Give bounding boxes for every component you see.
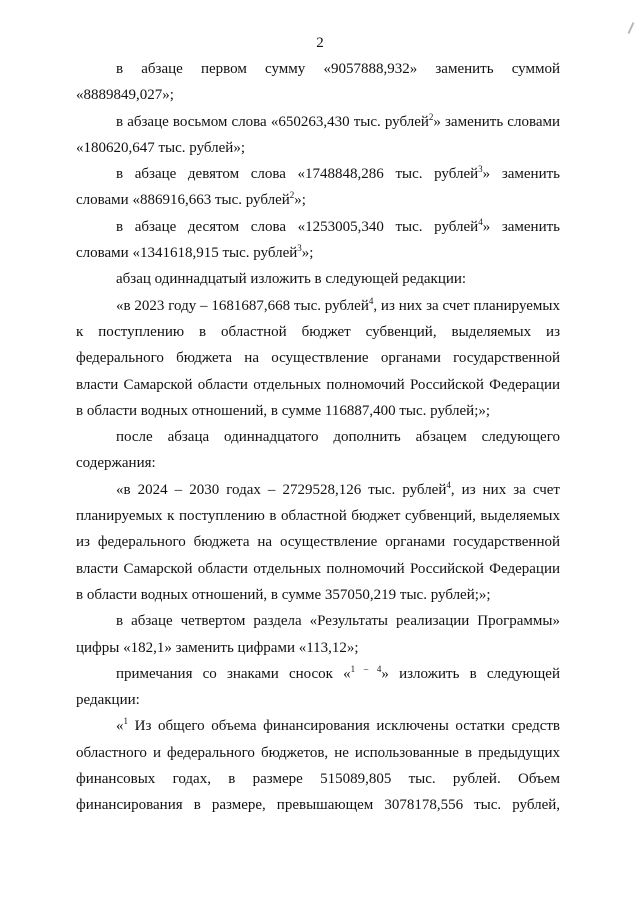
paragraph-2 xyxy=(76,109,560,162)
footnote-range: 1 – 4 xyxy=(350,663,382,674)
paragraph-4-text-b: » заменить словами «1341618,915 тыс. рублей xyxy=(76,218,560,262)
paragraph-9: в абзаце четвертом раздела «Результаты реализации Программы» цифры «182,1» заменить цифрами «113,12»; xyxy=(76,613,560,656)
paragraph-10-text-a: примечания со знаками сносок « xyxy=(116,665,351,682)
footnote-ref: 3 xyxy=(297,243,302,254)
paragraph-10 xyxy=(76,661,560,714)
footnote-ref: 3 xyxy=(478,164,483,175)
paragraph-11 xyxy=(76,713,560,818)
paragraph-3-text-b: » заменить словами «886916,663 тыс. рублей xyxy=(76,166,561,209)
paragraph-3 xyxy=(76,161,560,214)
paragraph-6-text-a: «в 2023 году – 1681687,668 тыс. рублей xyxy=(116,297,369,314)
paragraph-8 xyxy=(76,477,560,608)
paragraph-2-text-a: в абзаце восьмом слова «650263,430 тыс. рублей xyxy=(116,113,429,130)
footnote-ref: 1 xyxy=(123,716,128,727)
footnote-ref: 2 xyxy=(428,111,434,122)
paragraph-1 xyxy=(76,56,560,109)
paragraph-11-text-b: Из общего объема финансирования исключены остатки средств областного и федерального бюджетов, не использованные в предыдущих финансовых годах, в размере 515089,805 тыс. рублей. Объем финансирования в размере, превышающем 3078178,556 тыс. рублей, xyxy=(76,718,560,814)
document-body xyxy=(76,56,560,819)
footnote-ref: 2 xyxy=(289,190,295,201)
paragraph-6-text-b: , из них за счет планируемых к поступлению в областной бюджет субвенций, выделяемых из федерального бюджета на осуществление органами государственной власти Самарской области отдельных полномочий Российской Федерации в области водных отношений, в сумме 116887,400 тыс. рублей;»; xyxy=(76,297,561,419)
paragraph-2-text-b: » заменить словами «180620,647 тыс. рублей»; xyxy=(76,113,561,156)
paragraph-3-text-a: в абзаце девятом слова «1748848,286 тыс. рублей xyxy=(116,166,479,183)
footnote-ref: 4 xyxy=(446,479,451,490)
paragraph-8-text-a: «в 2024 – 2030 годах – 2729528,126 тыс. рублей xyxy=(116,481,447,498)
edge-mark xyxy=(628,22,635,34)
paragraph-1-line-1: в абзаце первом сумму «9057888,932» заменить суммой xyxy=(116,61,560,77)
paragraph-7: после абзаца одиннадцатого дополнить абзацем следующего содержания: xyxy=(76,429,560,472)
footnote-ref: 4 xyxy=(478,216,483,227)
paragraph-8-text-b: , из них за счет планируемых к поступлению в областной бюджет субвенций, выделяемых из федерального бюджета на осуществление органами государственной власти Самарской области отдельных полномочий Российской Федерации в области водных отношений, в сумме 357050,219 тыс. рублей;»; xyxy=(76,481,560,603)
paragraph-10-text-b: » изложить в следующей редакции: xyxy=(76,665,560,709)
paragraph-4-text-a: в абзаце десятом слова «1253005,340 тыс. рублей xyxy=(116,218,479,235)
paragraph-4 xyxy=(76,214,560,267)
paragraph-11-text-a: « xyxy=(116,718,124,735)
paragraph-1-line-2: «8889849,027»; xyxy=(76,87,174,104)
paragraph-3-text-c: »; xyxy=(294,192,306,209)
page-number: 2 xyxy=(316,35,324,51)
paragraph-6 xyxy=(76,293,560,424)
paragraph-5: абзац одиннадцатый изложить в следующей редакции: xyxy=(116,271,467,288)
paragraph-4-text-c: »; xyxy=(301,245,314,262)
footnote-ref: 4 xyxy=(368,295,374,306)
